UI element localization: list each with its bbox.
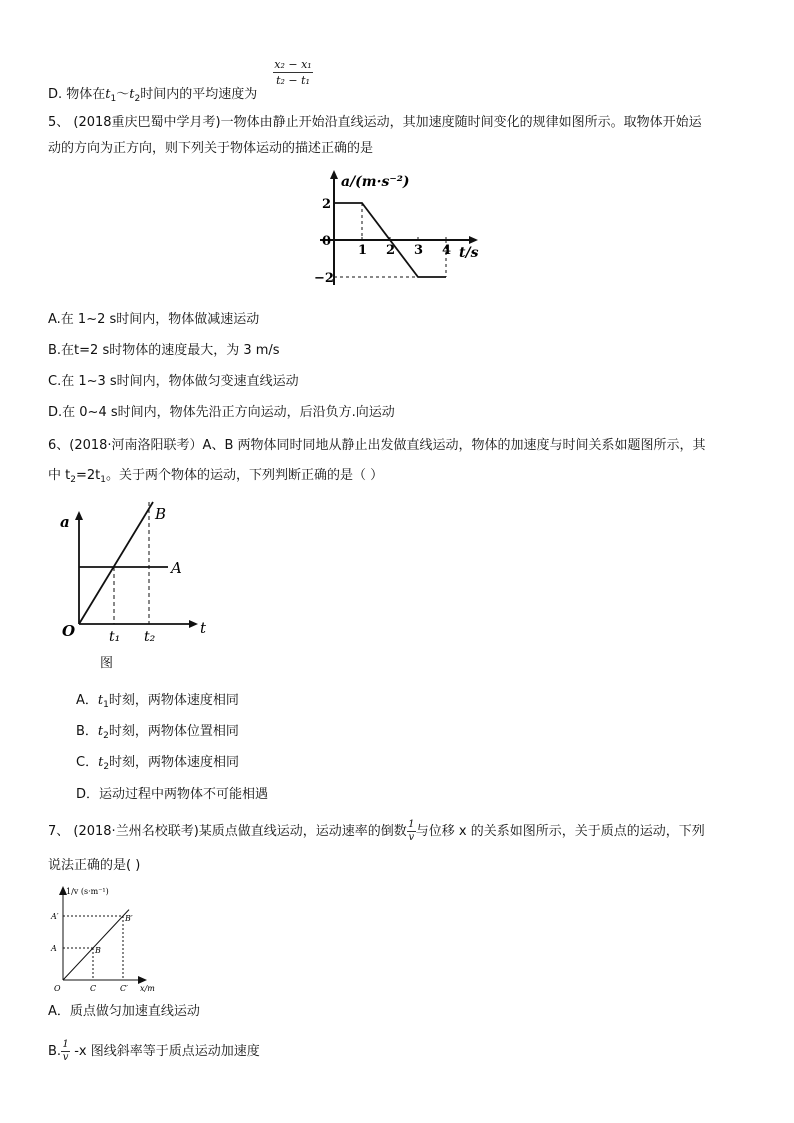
- y-tick-label: A′: [51, 912, 59, 921]
- x-tick-label: 1: [358, 243, 368, 258]
- y-axis-label: a/(m·s⁻²): [341, 174, 410, 190]
- x-tick-label: t₁: [109, 629, 121, 645]
- series-line: [63, 910, 129, 980]
- point-label: B: [95, 946, 101, 955]
- series-a-label: A: [171, 559, 182, 577]
- q6-stem-line1: 6、(2018·河南洛阳联考）A、B 两物体同时同地从静止出发做直线运动，物体的加速度与时间关系如题图所示，其: [48, 438, 706, 453]
- fraction-numerator: x₂ − x₁: [274, 58, 312, 71]
- q6-option-a: A．$t_1$时刻，两物体速度相同: [76, 693, 239, 710]
- y-axis-label: 1/v (s·m⁻¹): [66, 887, 109, 896]
- x-tick-label: 4: [442, 243, 452, 258]
- y-tick-label: 0: [322, 234, 332, 249]
- x-axis-label: x/m: [140, 984, 155, 993]
- q7-reciprocal-v-fraction: $\frac{1}{v}$: [408, 819, 415, 843]
- q4-option-d-prefix: D. 物体在: [48, 87, 106, 102]
- q7-option-b: B. $\frac{1}{v}$ -x 图线斜率等于质点运动加速度: [48, 1039, 260, 1063]
- x-axis-label: t/s: [459, 245, 479, 261]
- q4-option-d: D. 物体在$t_1\sim t_2$时间内的平均速度为: [48, 87, 258, 104]
- q6-option-c: C．$t_2$时刻，两物体速度相同: [76, 755, 240, 772]
- x-tick-label: t₂: [144, 629, 156, 645]
- q6-option-d: D．运动过程中两物体不可能相遇: [76, 787, 269, 802]
- q5-stem-line2: 动的方向为正方向，则下列关于物体运动的描述正确的是: [48, 141, 374, 156]
- q5-option-c: C.在 1~3 s时间内，物体做匀变速直线运动: [48, 374, 299, 389]
- series-b-label: B: [155, 505, 167, 523]
- point-label: B′: [125, 914, 133, 923]
- origin-label: O: [54, 984, 61, 993]
- q6-figure-caption: 图: [100, 656, 114, 671]
- q5-stem-line1: 5、 (2018重庆巴蜀中学月考)一物体由静止开始沿直线运动，其加速度随时间变化的规律如图所示。取物体开始运: [48, 115, 702, 130]
- q5-option-a: A.在 1~2 s时间内，物体做减速运动: [48, 312, 260, 327]
- q7-stem-line2: 说法正确的是( ): [48, 858, 141, 873]
- origin-label: O: [62, 622, 76, 640]
- x-tick-label: 2: [386, 243, 396, 258]
- q5-option-d: D.在 0~4 s时间内，物体先沿正方向运动，后沿负方.向运动: [48, 405, 395, 420]
- q5-option-b: B.在t=2 s时物体的速度最大，为 3 m/s: [48, 343, 280, 358]
- fraction-denominator: t₂ − t₁: [276, 74, 310, 87]
- y-tick-label: 2: [322, 197, 332, 212]
- q6-option-b: B．$t_2$时刻，两物体位置相同: [76, 724, 239, 741]
- x-tick-label: C: [90, 984, 97, 993]
- q7-option-b-fraction: $\frac{1}{v}$: [62, 1039, 69, 1063]
- y-axis-label: a: [60, 513, 70, 531]
- x-tick-label: C′: [120, 984, 128, 993]
- x-tick-label: 3: [414, 243, 424, 258]
- q6-stem-line2: 中 $t_2=2t_1$。关于两个物体的运动，下列判断正确的是（ ）: [48, 468, 384, 485]
- x-axis-arrow: [138, 976, 147, 984]
- x-axis-label: t: [200, 619, 207, 637]
- y-tick-label: −2: [314, 271, 334, 286]
- q7-stem-line1: 7、 (2018·兰州名校联考)某质点做直线运动，运动速率的倒数 $\frac{1}{v}$ 与位移 x 的关系如图所示，关于质点的运动，下列: [48, 819, 705, 843]
- y-tick-label: A: [51, 944, 57, 953]
- q7-option-a: A．质点做匀加速直线运动: [48, 1004, 200, 1019]
